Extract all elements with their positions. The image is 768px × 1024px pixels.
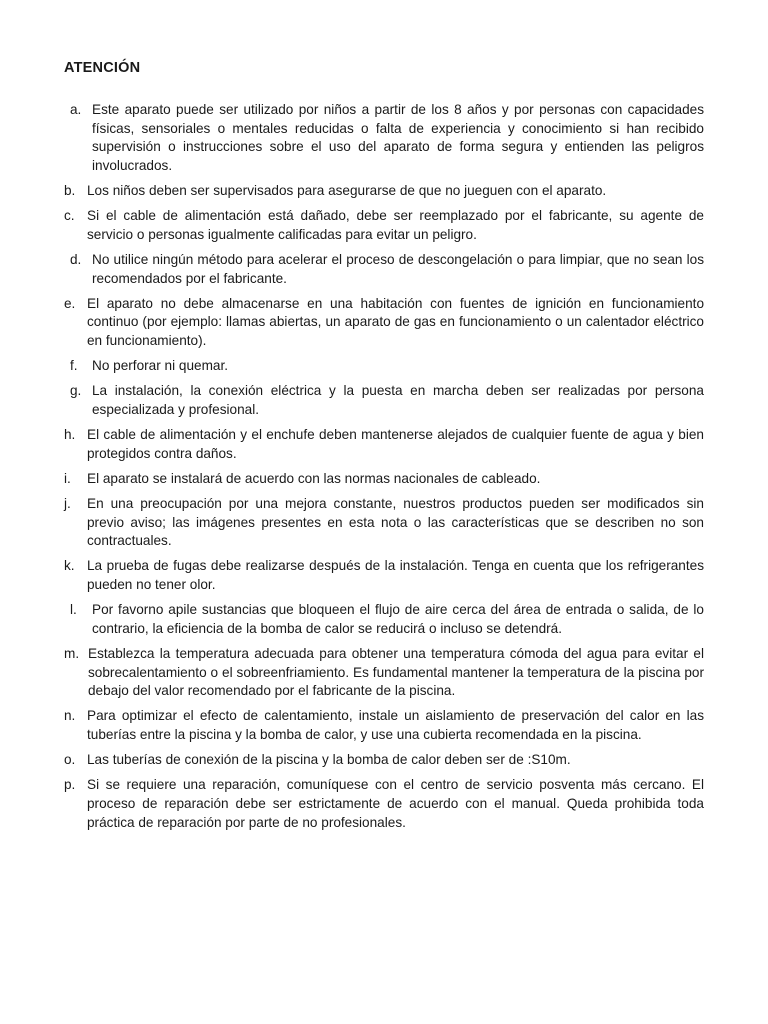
list-item-b bbox=[64, 182, 704, 201]
list-item-g bbox=[64, 382, 704, 419]
warning-list bbox=[64, 101, 704, 832]
list-marker: a. bbox=[70, 102, 82, 117]
list-item-d bbox=[64, 251, 704, 288]
list-marker: i. bbox=[64, 470, 71, 486]
list-item-c bbox=[64, 207, 704, 244]
list-item-text: Establezca la temperatura adecuada para obtener una temperatura cómoda del agua para evitar el sobrecalentamiento o el sobreenfriamiento. Es fundamental mantener la temperatura de la piscina por debajo del valor recomendado por el fabricante de la piscina. bbox=[88, 645, 704, 699]
list-item-l bbox=[64, 601, 704, 638]
list-item-text: Este aparato puede ser utilizado por niños a partir de los 8 años y por personas con capacidades físicas, sensoriales o mentales reducidas o falta de experiencia y conocimiento si han recibido supervisión o instrucciones sobre el uso del aparato de forma segura y entienden las peligros involucrados. bbox=[92, 102, 704, 173]
list-item-m bbox=[64, 645, 704, 701]
list-item-text: Por favorno apile sustancias que bloqueen el flujo de aire cerca del área de entrada o salida, de lo contrario, la eficiencia de la bomba de calor se reducirá o incluso se detendrá. bbox=[92, 602, 704, 636]
list-marker: c. bbox=[64, 208, 75, 224]
list-marker: n. bbox=[64, 708, 76, 724]
list-item-f bbox=[64, 357, 704, 376]
list-marker: p. bbox=[64, 777, 76, 793]
list-item-p bbox=[64, 776, 704, 832]
list-item-text: La instalación, la conexión eléctrica y la puesta en marcha deben ser realizadas por persona especializada y profesional. bbox=[92, 383, 704, 417]
list-marker: b. bbox=[64, 182, 76, 198]
list-item-n bbox=[64, 707, 704, 744]
list-item-text: El aparato no debe almacenarse en una habitación con fuentes de ignición en funcionamiento continuo (por ejemplo: llamas abiertas, un aparato de gas en funcionamiento o un calentador eléctrico en funcionamiento). bbox=[87, 295, 704, 348]
list-item-e bbox=[64, 295, 704, 351]
page-title: ATENCIÓN bbox=[64, 60, 141, 76]
list-item-text: El aparato se instalará de acuerdo con las normas nacionales de cableado. bbox=[87, 470, 541, 486]
list-marker: m. bbox=[64, 645, 80, 661]
list-item-text: Si el cable de alimentación está dañado, debe ser reemplazado por el fabricante, su agente de servicio o personas igualmente calificadas para evitar un peligro. bbox=[87, 208, 704, 242]
list-item-k bbox=[64, 557, 704, 594]
list-marker: j. bbox=[64, 496, 71, 512]
list-marker: f. bbox=[70, 358, 78, 374]
list-marker: k. bbox=[64, 558, 75, 574]
list-item-text: Los niños deben ser supervisados para asegurarse de que no jueguen con el aparato. bbox=[87, 182, 607, 198]
list-marker: h. bbox=[64, 427, 76, 443]
list-item-text: No perforar ni quemar. bbox=[92, 358, 229, 374]
list-item-text: Si se requiere una reparación, comuníquese con el centro de servicio posventa más cercano. El proceso de reparación debe ser estrictamente de acuerdo con el manual. Queda prohibida toda práctica de reparación por parte de no profesionales. bbox=[87, 777, 704, 830]
list-item-text: No utilice ningún método para acelerar el proceso de descongelación o para limpiar, que no sean los recomendados por el fabricante. bbox=[92, 251, 704, 286]
list-item-text: Para optimizar el efecto de calentamiento, instale un aislamiento de preservación del calor en las tuberías entre la piscina y la bomba de calor, y use una cubierta recomendada en la piscina. bbox=[87, 708, 704, 742]
list-item-text: Las tuberías de conexión de la piscina y la bomba de calor deben ser de :S10m. bbox=[87, 752, 571, 768]
list-marker: o. bbox=[64, 752, 76, 768]
list-item-text: La prueba de fugas debe realizarse después de la instalación. Tenga en cuenta que los refrigerantes pueden no tener olor. bbox=[87, 558, 704, 592]
list-item-j bbox=[64, 495, 704, 551]
list-item-a bbox=[64, 101, 704, 175]
list-marker: d. bbox=[70, 251, 82, 267]
list-marker: l. bbox=[70, 602, 77, 618]
list-item-h bbox=[64, 426, 704, 463]
list-item-o bbox=[64, 751, 704, 770]
list-item-text: El cable de alimentación y el enchufe deben mantenerse alejados de cualquier fuente de agua y bien protegidos contra daños. bbox=[87, 427, 704, 461]
list-item-text: En una preocupación por una mejora constante, nuestros productos pueden ser modificados sin previo aviso; las imágenes presentes en esta nota o las características que se describen no son contractuales. bbox=[87, 496, 704, 549]
list-marker: g. bbox=[70, 383, 82, 399]
list-marker: e. bbox=[64, 295, 76, 311]
list-item-i bbox=[64, 470, 704, 489]
